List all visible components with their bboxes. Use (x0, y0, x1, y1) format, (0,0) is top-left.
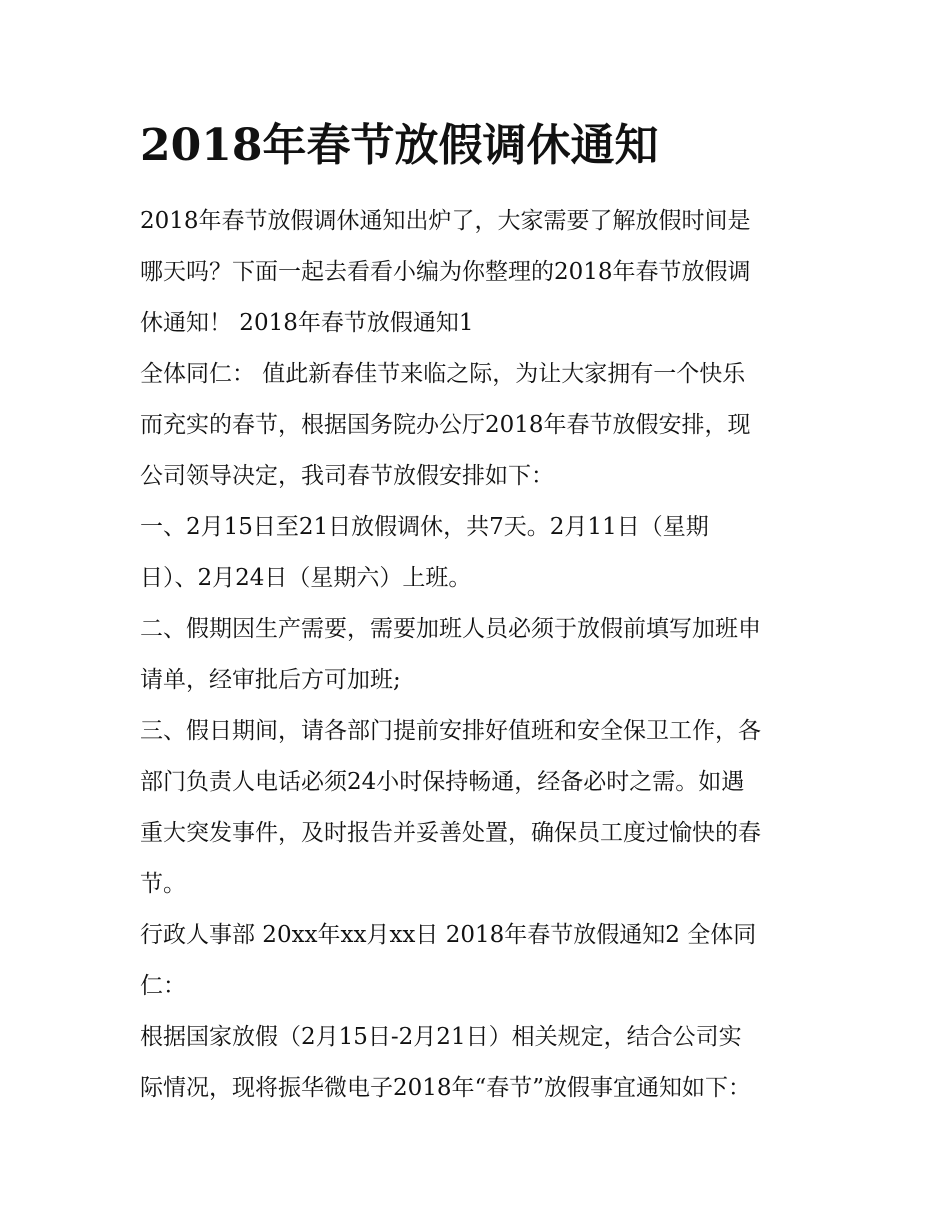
paragraph-line: 哪天吗？下面一起去看看小编为你整理的2018年春节放假调 (140, 259, 751, 285)
paragraph-line: 2018年春节放假调休通知出炉了，大家需要了解放假时间是 (140, 208, 751, 234)
paragraph-line: 际情况，现将振华微电子2018年“春节”放假事宜通知如下： (140, 1075, 752, 1101)
paragraph-line: 一、2月15日至21日放假调休，共7天。2月11日（星期 (140, 514, 709, 540)
paragraph-line: 请单，经审批后方可加班; (140, 667, 401, 693)
paragraph-line: 部门负责人电话必须24小时保持畅通，经备必时之需。如遇 (140, 769, 745, 795)
paragraph-line: 而充实的春节，根据国务院办公厅2018年春节放假安排，现 (140, 412, 751, 438)
paragraph-line: 全体同仁： 值此新春佳节来临之际，为让大家拥有一个快乐 (140, 361, 746, 387)
paragraph-line: 日）、2月24日（星期六）上班。 (140, 565, 472, 591)
paragraph-line: 公司领导决定，我司春节放假安排如下： (140, 463, 554, 489)
paragraph-line: 节。 (140, 871, 186, 897)
document-title: 2018年春节放假调休通知 (140, 120, 659, 171)
paragraph-line: 重大突发事件，及时报告并妥善处置，确保员工度过愉快的春 (140, 820, 761, 846)
paragraph-line: 根据国家放假（2月15日-2月21日）相关规定，结合公司实 (140, 1024, 742, 1050)
paragraph-line: 休通知！ 2018年春节放假通知1 (140, 310, 474, 336)
paragraph-line: 三、假日期间，请各部门提前安排好值班和安全保卫工作，各 (140, 718, 761, 744)
paragraph-line: 仁： (140, 973, 186, 999)
paragraph-line: 行政人事部 20xx年xx月xx日 2018年春节放假通知2 全体同 (140, 922, 757, 948)
paragraph-line: 二、假期因生产需要，需要加班人员必须于放假前填写加班申 (140, 616, 761, 642)
